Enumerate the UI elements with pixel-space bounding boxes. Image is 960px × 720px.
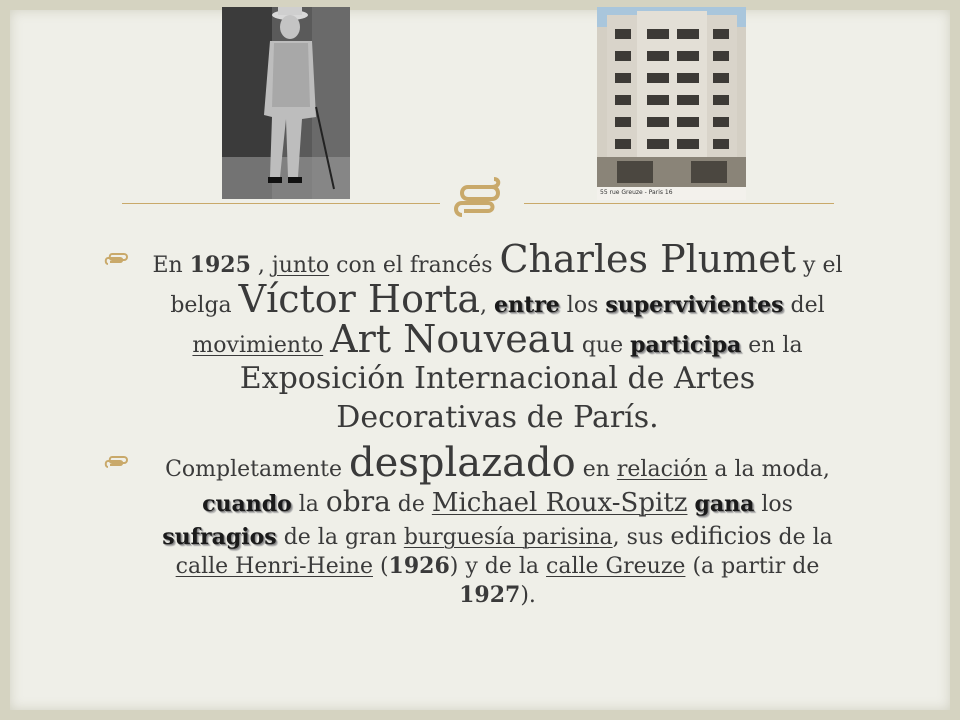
word-entre: entre: [494, 292, 560, 319]
scroll-bullet-icon: [104, 250, 132, 270]
text-fragment: a la moda,: [707, 457, 830, 483]
text-fragment: los: [754, 492, 793, 518]
word-supervivientes: supervivientes: [605, 292, 784, 319]
word-sufragios: sufragios: [162, 523, 277, 550]
name-victor-horta: Víctor Horta: [238, 277, 481, 322]
content-bullets: [100, 237, 870, 610]
separator-line-right: [524, 203, 834, 204]
text-fragment: (: [372, 553, 389, 579]
link-michael-roux-spitz[interactable]: Michael Roux-Spitz: [431, 488, 688, 519]
text-fragment: la: [291, 492, 326, 518]
year-1927: 1927: [459, 581, 521, 608]
word-obra: obra: [325, 485, 391, 519]
text-fragment: en: [575, 457, 617, 483]
year-1926: 1926: [388, 552, 450, 579]
scroll-bullet-icon: [104, 453, 132, 473]
text-fragment: los: [559, 293, 606, 319]
word-participa: participa: [630, 332, 742, 359]
text-fragment: (a partir de: [685, 553, 820, 579]
scroll-ornament-icon: [448, 175, 508, 225]
building-caption: 55 rue Greuze - Paris 16: [600, 189, 673, 196]
text-fragment: con el francés: [329, 253, 500, 278]
link-calle-greuze[interactable]: calle Greuze: [546, 553, 686, 579]
bullet-paragraph-2: [100, 440, 870, 610]
year-1925: 1925: [189, 252, 251, 278]
link-calle-henri-heine[interactable]: calle Henri-Heine: [175, 553, 373, 579]
portrait-photo: [222, 7, 350, 199]
name-charles-plumet: Charles Plumet: [499, 237, 797, 281]
word-cuando: cuando: [202, 491, 292, 518]
text-fragment: de la gran: [276, 524, 404, 550]
text-fragment: ).: [520, 582, 536, 608]
separator-line-left: [122, 203, 440, 204]
link-junto[interactable]: junto: [271, 253, 330, 278]
text-fragment: , sus: [612, 524, 671, 550]
text-fragment: de: [390, 492, 432, 518]
word-gana: gana: [694, 491, 755, 518]
building-photo: [597, 7, 746, 200]
text-fragment: ,: [480, 293, 495, 319]
term-art-nouveau: Art Nouveau: [330, 317, 575, 362]
word-desplazado: desplazado: [349, 440, 576, 487]
text-fragment: que: [574, 333, 631, 359]
link-movimiento[interactable]: movimiento: [192, 333, 324, 359]
text-fragment: En: [152, 253, 190, 278]
word-edificios: edificios: [670, 521, 772, 550]
portrait-image: [222, 7, 350, 199]
text-fragment: ) y de la: [449, 553, 547, 579]
link-burguesia-parisina[interactable]: burguesía parisina: [403, 524, 613, 550]
link-relacion[interactable]: relación: [616, 457, 708, 483]
text-fragment: de la: [771, 524, 833, 550]
text-fragment: ,: [250, 253, 272, 278]
bullet-paragraph-1: [100, 237, 870, 437]
text-fragment: Completamente: [165, 457, 350, 483]
text-fragment: del: [783, 293, 825, 319]
exposition-title: Exposición Internacional de Artes Decorativas de París.: [239, 361, 756, 435]
building-image: [597, 7, 746, 200]
text-fragment: y el belga: [170, 253, 843, 319]
text-fragment: en la: [741, 333, 803, 359]
